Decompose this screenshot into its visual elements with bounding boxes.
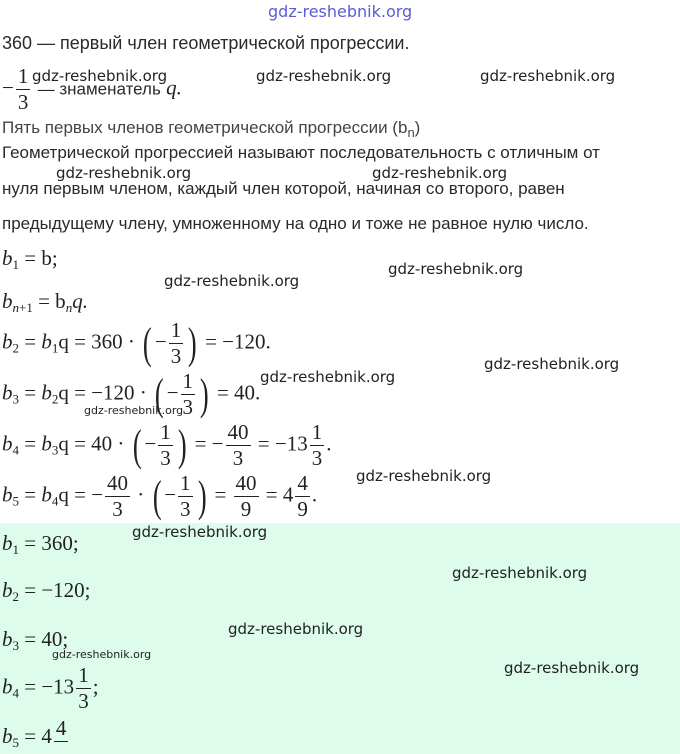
answer-b5: $b_5 = 4$ 4 xyxy=(2,716,67,750)
watermark[interactable]: gdz-reshebnik.org xyxy=(260,368,396,386)
watermark[interactable]: gdz-reshebnik.org xyxy=(480,67,616,85)
ratio-var: q. xyxy=(166,75,182,100)
definition-line-1: Геометрической прогрессией называют последовательность с отличным от xyxy=(2,143,600,162)
watermark[interactable]: gdz-reshebnik.org xyxy=(388,260,524,278)
formula-b1: $b_1 = b$; xyxy=(2,246,58,272)
formula-b5: $b_5 = b_4q$ = − $\frac{40}{3}$ · ( − $\frac{1}{3}$ ) = $\frac{40}{9}$ = 4 $\frac{4}{9}$ . xyxy=(2,471,318,521)
watermark[interactable]: gdz-reshebnik.org xyxy=(84,404,184,417)
watermark[interactable]: gdz-reshebnik.org xyxy=(372,164,508,182)
watermark[interactable]: gdz-reshebnik.org xyxy=(484,355,620,373)
watermark[interactable]: gdz-reshebnik.org xyxy=(256,67,392,85)
watermark-top[interactable]: gdz-reshebnik.org xyxy=(268,2,413,21)
answer-b1: $b_1 = 360$; xyxy=(2,531,79,557)
definition-line-2: нуля первым членом, каждый член которой, начиная со второго, равен xyxy=(2,179,565,198)
first-term-line: 360 — первый член геометрической прогрессии. xyxy=(2,33,410,53)
answer-panel xyxy=(0,523,680,754)
watermark[interactable]: gdz-reshebnik.org xyxy=(132,523,268,541)
watermark[interactable]: gdz-reshebnik.org xyxy=(52,648,152,661)
formula-b2: $b_2 = b_1q = 360$ · ( − $\frac{1}{3}$ ) = −120. xyxy=(2,318,271,368)
formula-recurrence: $b_{n+1} = b_nq$. xyxy=(2,289,88,315)
minus-sign: − xyxy=(2,75,14,100)
watermark[interactable]: gdz-reshebnik.org xyxy=(228,620,364,638)
watermark[interactable]: gdz-reshebnik.org xyxy=(164,272,300,290)
answer-b2: $b_2 = -120$; xyxy=(2,578,91,604)
ratio-numerator: 1 xyxy=(17,64,29,88)
ratio-denominator: 3 xyxy=(17,90,29,114)
formula-b3: $b_3 = b_2q = -120$ · ( − $\frac{1}{3}$ ) = 40. xyxy=(2,369,261,419)
cut-line: Пять первых членов геометрической прогрессии $(b_n)$ xyxy=(2,118,421,140)
answer-b3: $b_3 = 40$; xyxy=(2,627,69,653)
ratio-fraction xyxy=(16,66,31,113)
formula-b4: $b_4 = b_3q = 40$ · ( − $\frac{1}{3}$ ) = − $\frac{40}{3}$ = −13 $\frac{1}{3}$ . xyxy=(2,420,332,470)
ratio-text: — знаменатель xyxy=(37,79,161,99)
watermark[interactable]: gdz-reshebnik.org xyxy=(356,467,492,485)
watermark[interactable]: gdz-reshebnik.org xyxy=(452,564,588,582)
definition-line-3: предыдущему члену, умноженному на одно и тоже не равное нулю число. xyxy=(2,214,589,233)
answer-b4: $b_4 = -13$ $\frac{1}{3}$ ; xyxy=(2,663,99,713)
watermark[interactable]: gdz-reshebnik.org xyxy=(504,659,640,677)
watermark[interactable]: gdz-reshebnik.org xyxy=(56,164,192,182)
watermark[interactable]: gdz-reshebnik.org xyxy=(32,67,168,85)
